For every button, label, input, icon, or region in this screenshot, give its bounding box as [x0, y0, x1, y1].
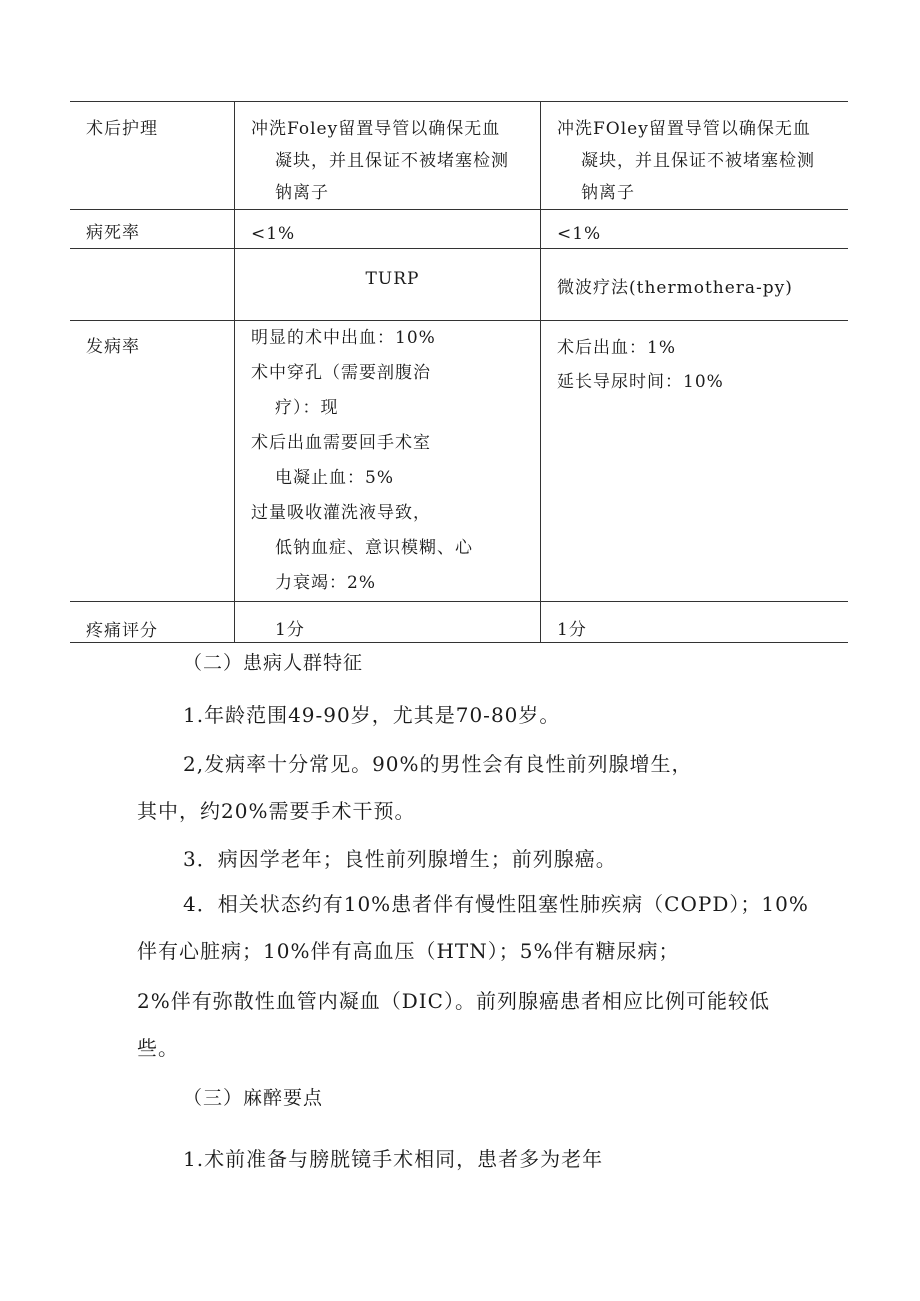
paragraph: 4．相关状态约有10%患者伴有慢性阻塞性肺疾病（COPD）；10%	[183, 892, 809, 916]
cell-text: 过量吸收灌洗液导致，	[251, 503, 431, 523]
cell-text: 术中穿孔（需要剖腹治	[251, 363, 431, 383]
cell-text: 钠离子	[581, 183, 635, 203]
cell-text: 1分	[275, 620, 305, 640]
table-row-morbidity	[70, 321, 848, 602]
cell-text: 术后出血需要回手术室	[251, 433, 431, 453]
paragraph: 2,发病率十分常见。90%的男性会有良性前列腺增生，	[183, 752, 693, 776]
column-heading-microwave: 微波疗法(thermothera-py)	[557, 278, 793, 298]
cell-text: 疗）：现	[275, 398, 339, 418]
comparison-table	[70, 101, 848, 643]
cell-text: 明显的术中出血：10%	[251, 328, 436, 348]
cell-text: <1%	[251, 224, 296, 244]
cell-text: <1%	[557, 224, 602, 244]
cell-text: 1分	[557, 620, 587, 640]
table-row-mortality	[70, 210, 848, 249]
row-label: 疼痛评分	[86, 621, 158, 641]
cell-text: 钠离子	[275, 183, 329, 203]
paragraph: 3．病因学老年；良性前列腺增生；前列腺癌。	[183, 847, 617, 871]
cell-text: 力衰竭：2%	[275, 573, 376, 593]
cell-text: 凝块，并且保证不被堵塞检测	[275, 151, 509, 171]
paragraph: 1.年龄范围49-90岁，尤其是70-80岁。	[183, 703, 561, 727]
paragraph: 伴有心脏病；10%伴有高血压（HTN）；5%伴有糖尿病；	[137, 939, 680, 963]
cell-text: 延长导尿时间：10%	[557, 372, 724, 392]
table-row-postop-care	[70, 102, 848, 210]
table-row-procedure-header	[70, 249, 848, 321]
row-label: 术后护理	[86, 119, 158, 139]
paragraph: 2%伴有弥散性血管内凝血（DIC）。前列腺癌患者相应比例可能较低	[137, 989, 770, 1013]
row-label: 病死率	[86, 223, 140, 243]
section-heading-anesthesia: （三）麻醉要点	[183, 1087, 324, 1109]
column-heading-turp: TURP	[365, 269, 420, 289]
cell-text: 冲洗Foley留置导管以确保无血	[251, 119, 501, 139]
cell-text: 术后出血：1%	[557, 338, 676, 358]
row-label: 发病率	[86, 337, 140, 357]
cell-text: 凝块，并且保证不被堵塞检测	[581, 151, 815, 171]
paragraph: 些。	[137, 1036, 179, 1060]
section-heading-population: （二）患病人群特征	[183, 652, 364, 674]
cell-text: 电凝止血：5%	[275, 468, 394, 488]
cell-text: 低钠血症、意识模糊、心	[275, 538, 473, 558]
paragraph: 其中，约20%需要手术干预。	[137, 799, 416, 823]
table-row-pain-score	[70, 602, 848, 643]
paragraph: 1.术前准备与膀胱镜手术相同，患者多为老年	[183, 1147, 604, 1171]
cell-text: 冲洗FOley留置导管以确保无血	[557, 119, 811, 139]
